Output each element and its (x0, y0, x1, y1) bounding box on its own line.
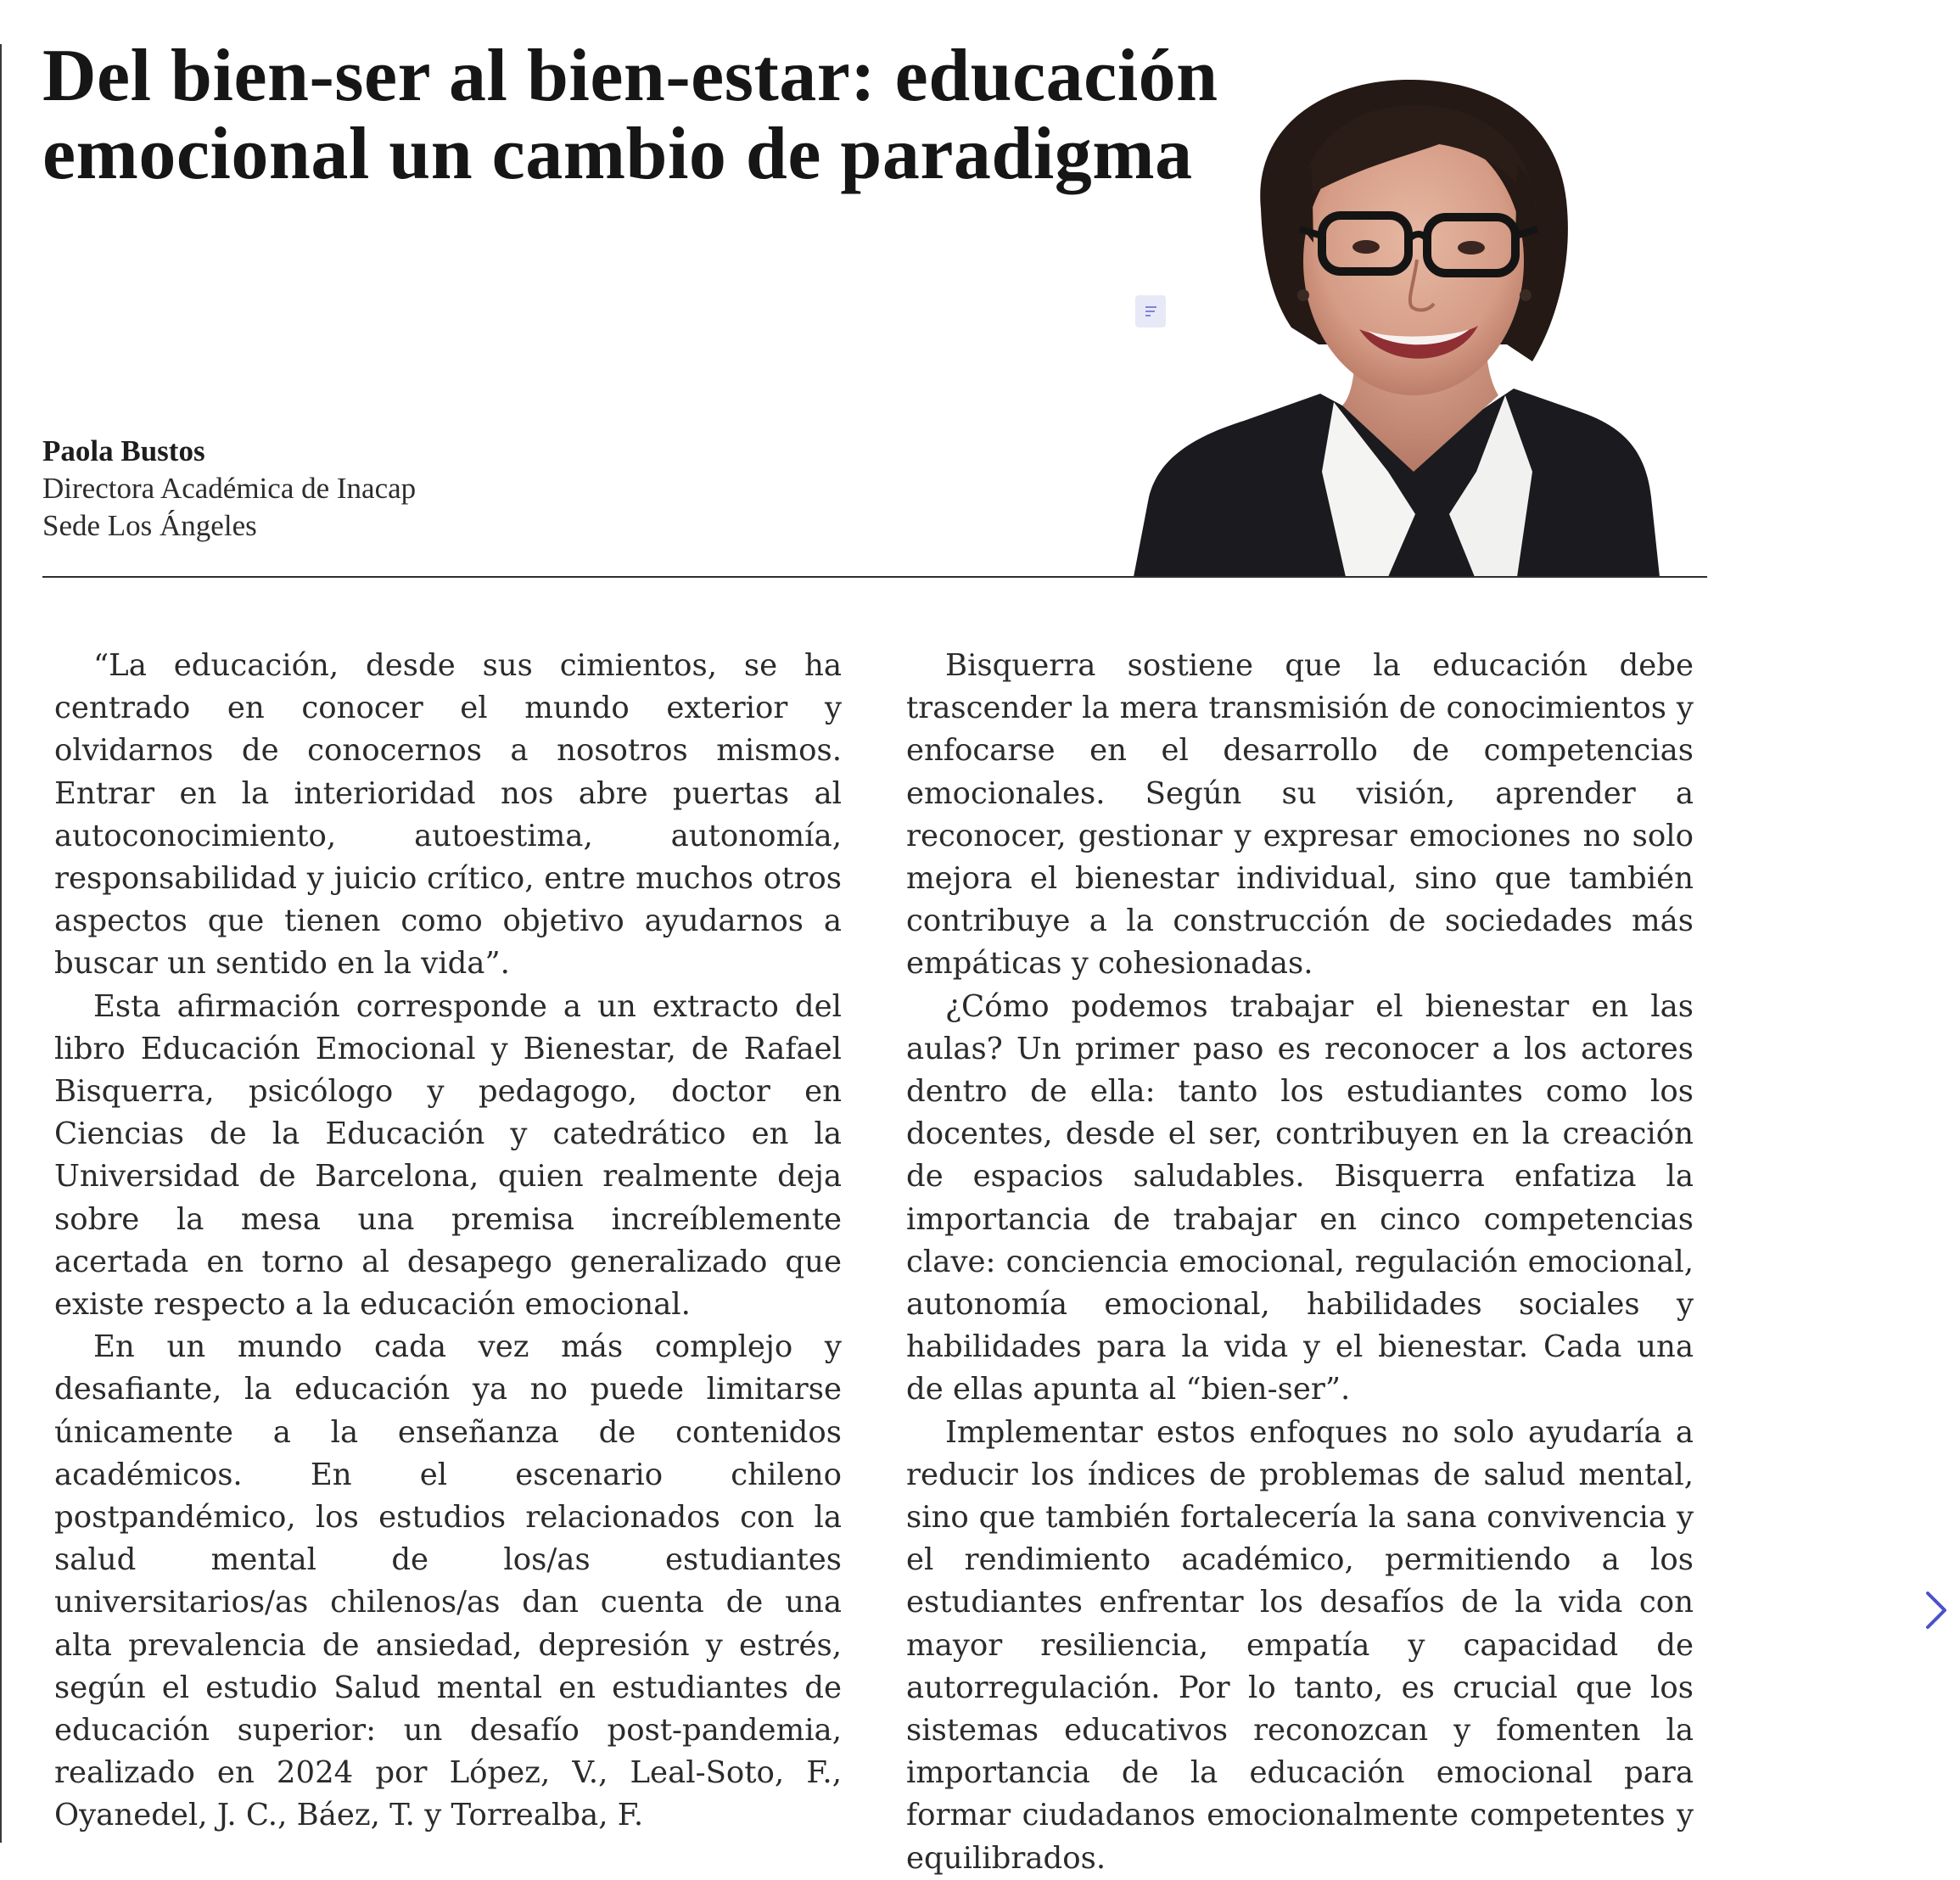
article-paragraph: En un mundo cada vez más complejo y desafiante, la educación ya no puede limitarse únicamente a la enseñanza de contenidos académicos. En el escenario chileno postpandémico, los estudios relacionados con la salud mental de los/as estudiantes universitarios/as chilenos/as dan cuenta de una alta prevalencia de ansiedad, depresión y estrés, según el estudio Salud mental en estudiantes de educación superior: un desafío post-pandemia, realizado en 2024 por López, V., Leal-Soto, F., Oyanedel, J. C., Báez, T. y Torrealba, F. (54, 1329, 842, 1833)
header-divider (42, 576, 1707, 578)
article-headline: Del bien-ser al bien-estar: educación emocional un cambio de paradigma (42, 35, 1218, 195)
author-role: Directora Académica de Inacap (42, 472, 417, 505)
next-page-button[interactable] (1919, 1585, 1953, 1636)
article-paragraph: Bisquerra sostiene que la educación debe trascender la mera transmisión de conocimientos y enfocarse en el desarrollo de competencias emocionales. Según su visión, aprender a reconocer, gestionar y expresar emociones no solo mejora el bienestar individual, sino que también contribuye a la construcción de sociedades más empáticas y cohesionadas. (906, 648, 1694, 982)
author-location: Sede Los Ángeles (42, 509, 257, 542)
article-paragraph: Esta afirmación corresponde a un extracto del libro Educación Emocional y Bienestar, de Rafael Bisquerra, psicólogo y pedagogo, doctor en Ciencias de la Educación y catedrático en la Universidad de Barcelona, quien realmente deja sobre la mesa una premisa increíblemente acertada en torno al desapego generalizado que existe respecto a la educación emocional. (54, 988, 842, 1323)
article-column-right (906, 645, 1694, 1880)
article-paragraph: “La educación, desde sus cimientos, se ha centrado en conocer el mundo exterior y olvidarnos de conocernos a nosotros mismos. Entrar en la interioridad nos abre puertas al autoconocimiento, autoestima, autonomía, responsabilidad y juicio crítico, entre muchos otros aspectos que tienen como objetivo ayudarnos a buscar un sentido en la vida”. (54, 648, 842, 982)
author-portrait (1134, 73, 1677, 577)
article-paragraph: Implementar estos enfoques no solo ayudaría a reducir los índices de problemas de salud mental, sino que también fortalecería la sana convivencia y el rendimiento académico, permitiendo a los estudiantes enfrentar los desafíos de la vida con mayor resiliencia, empatía y capacidad de autorregulación. Por lo tanto, es crucial que los sistemas educativos reconozcan y fomenten la importancia de la educación emocional para formar ciudadanos emocionalmente competentes y equilibrados. (906, 1414, 1694, 1876)
article-column-left (54, 645, 842, 1838)
chevron-right-icon (1919, 1585, 1953, 1636)
author-byline (42, 433, 636, 545)
article-paragraph: ¿Cómo podemos trabajar el bienestar en las aulas? Un primer paso es reconocer a los actores dentro de ella: tanto los estudiantes como los docentes, desde el ser, contribuyen en la creación de espacios saludables. Bisquerra enfatiza la importancia de trabajar en cinco competencias clave: conciencia emocional, regulación emocional, autonomía emocional, habilidades sociales y habilidades para la vida y el bienestar. Cada una de ellas apunta al “bien-ser”. (906, 988, 1694, 1407)
author-name: Paola Bustos (42, 434, 205, 467)
page-left-edge (0, 44, 2, 1843)
